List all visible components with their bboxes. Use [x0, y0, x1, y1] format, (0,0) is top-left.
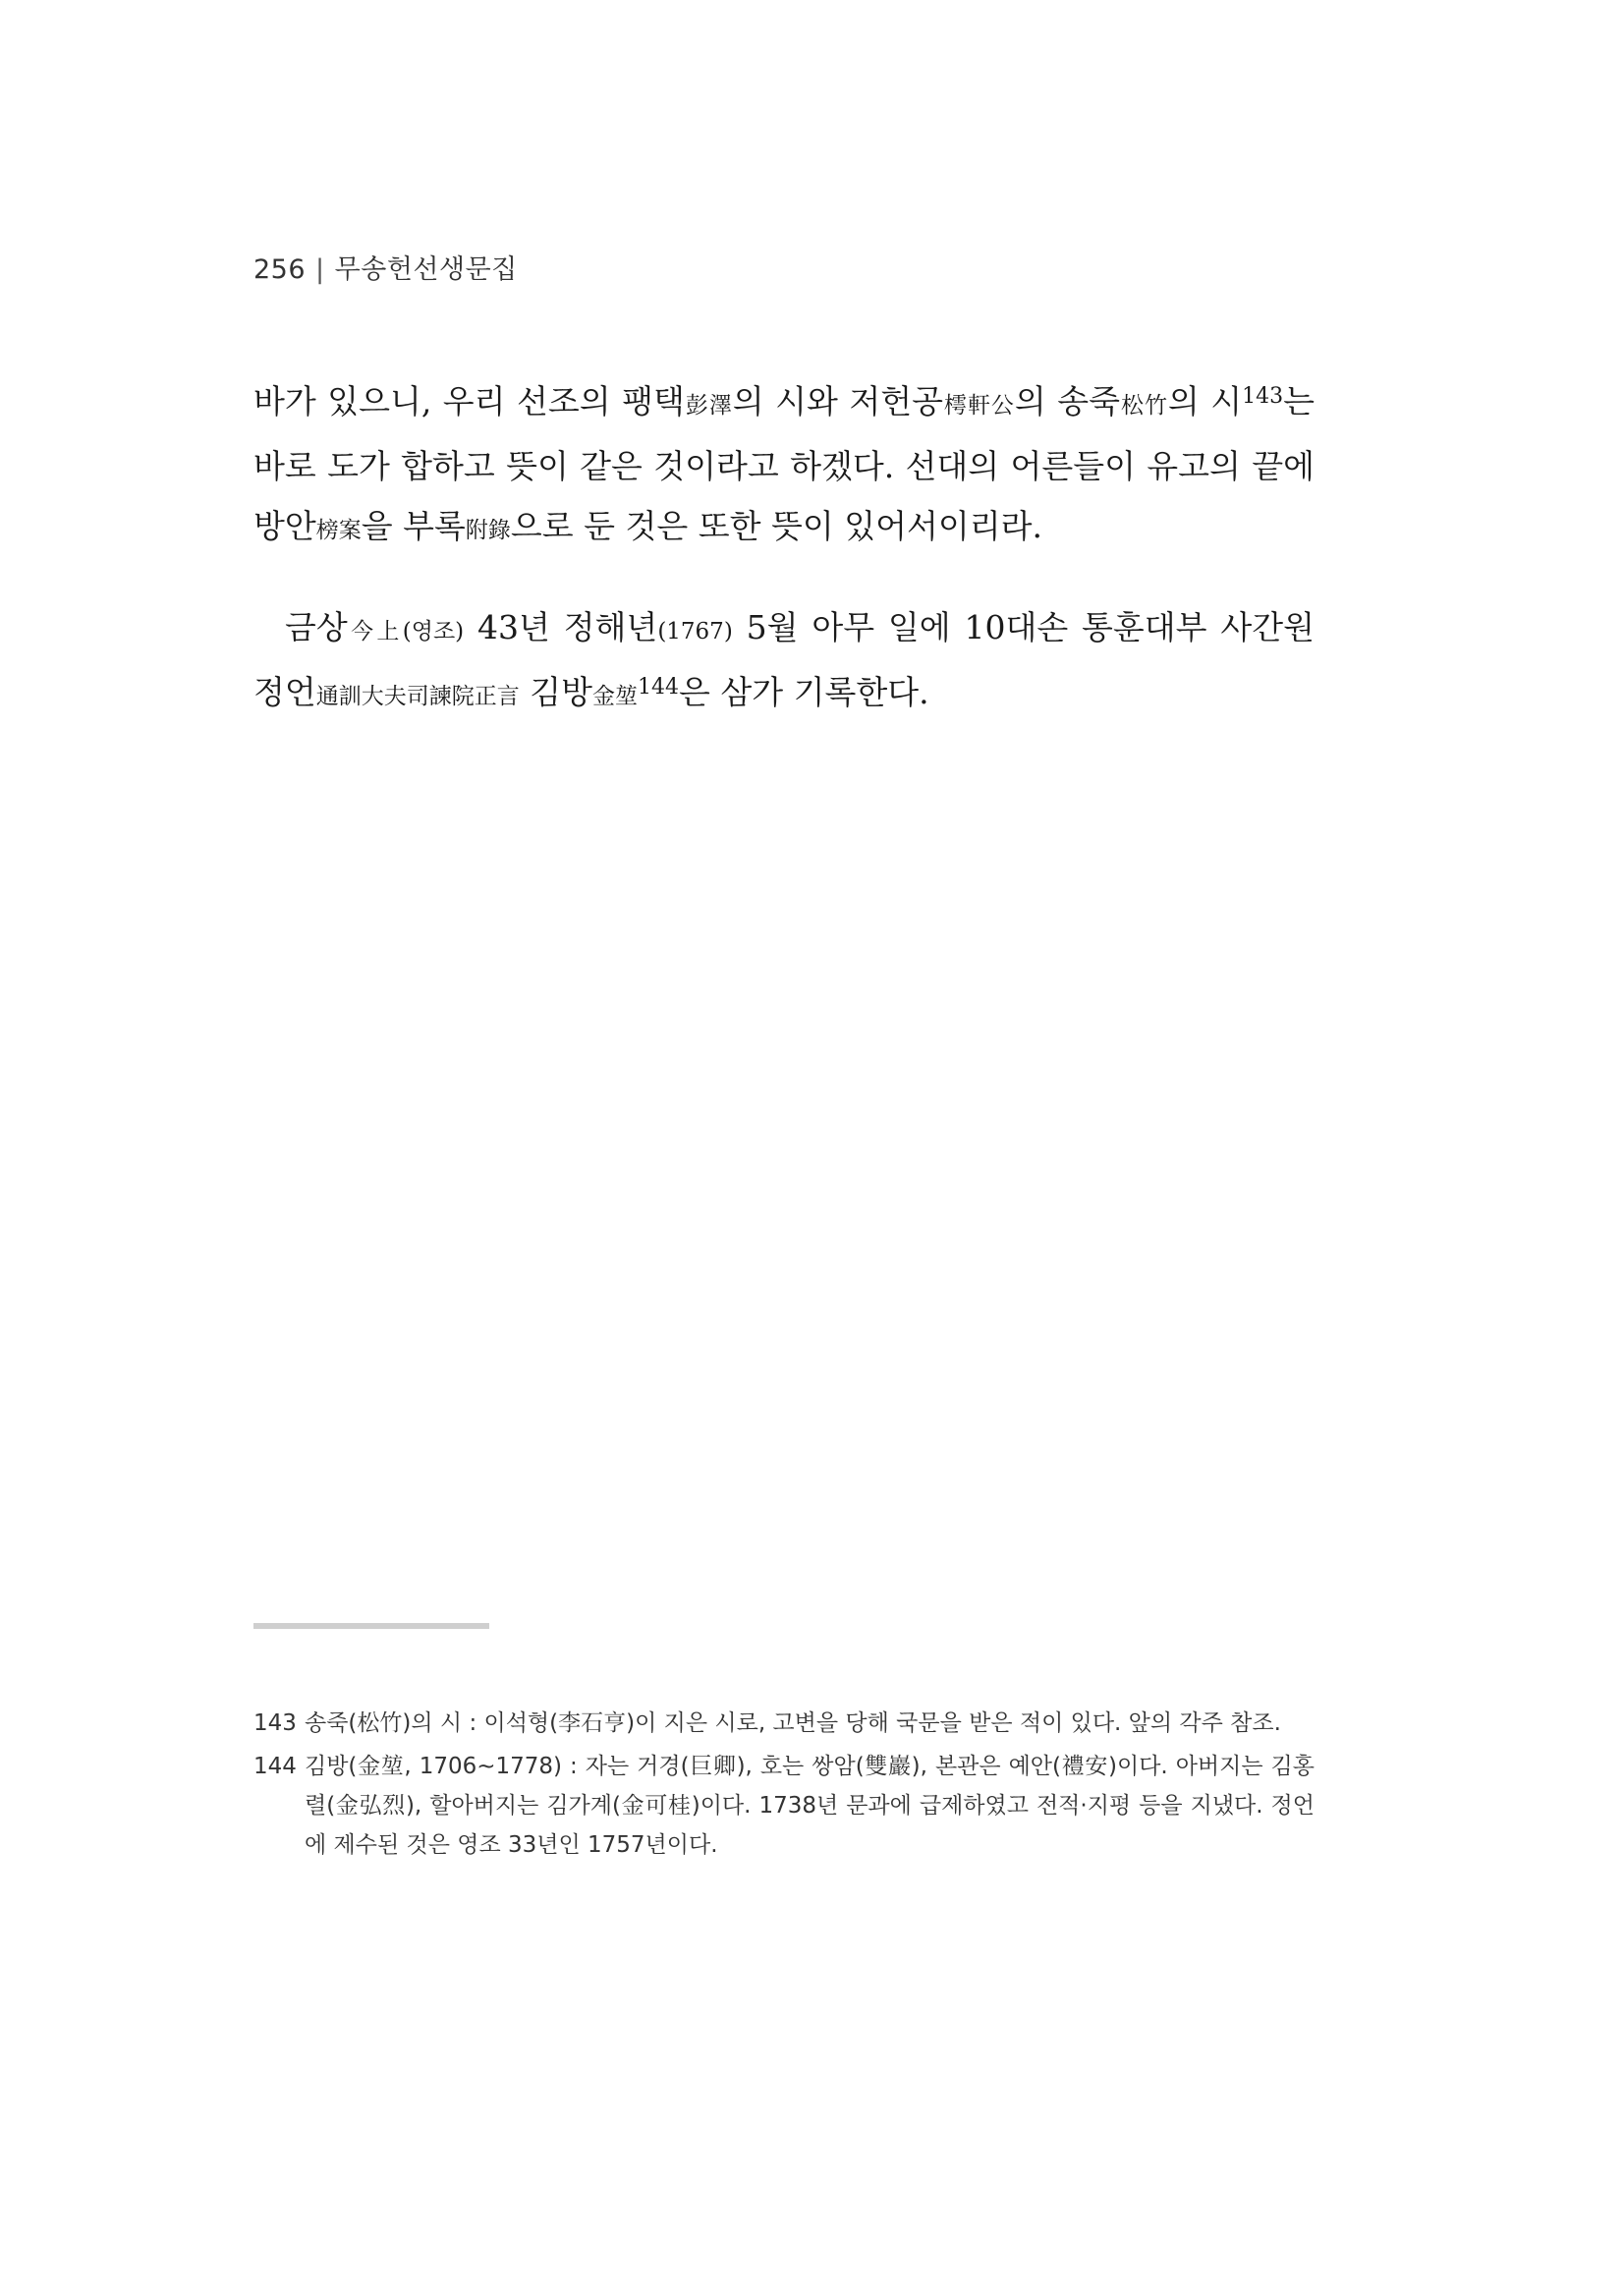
- year-gloss: (1767): [657, 619, 733, 644]
- footnote-number: 143: [253, 1710, 297, 1736]
- hanja-gloss: 榜案: [315, 518, 362, 543]
- paragraph-text: 의 시: [1167, 382, 1243, 420]
- footnote-text: 송죽(松竹)의 시 : 이석형(李石亨)이 지은 시로, 고변을 당해 국문을 받은 적이 있다. 앞의 각주 참조.: [305, 1710, 1281, 1736]
- footnote-reference-143[interactable]: 143: [1242, 384, 1284, 409]
- paragraph-1: [253, 371, 1315, 561]
- paragraph-text: 의 시와 저헌공: [732, 382, 943, 420]
- book-title: 무송헌선생문집: [334, 254, 518, 285]
- footnotes: [253, 1704, 1315, 1869]
- paragraph-text: 금상: [285, 608, 348, 646]
- paragraph-2: [253, 597, 1315, 727]
- running-head: [253, 248, 518, 286]
- footnote-reference-144[interactable]: 144: [638, 675, 680, 700]
- hanja-gloss: 松竹: [1120, 393, 1168, 419]
- hanja-gloss: 彭澤: [684, 393, 733, 419]
- hanja-gloss: 今上(영조): [347, 619, 465, 644]
- footnote-143: [253, 1704, 1315, 1743]
- footnote-divider: [253, 1623, 489, 1629]
- paragraph-text: 의 송죽: [1014, 382, 1120, 420]
- header-separator: |: [315, 254, 325, 285]
- hanja-gloss: 樗軒公: [943, 393, 1015, 419]
- footnote-text: 김방(金堃, 1706~1778) : 자는 거경(巨卿), 호는 쌍암(雙巖), 본관은 예안(禮安)이다. 아버지는 김홍렬(金弘烈), 할아버지는 김가계(金可桂)이다. 1738년 문과에 급제하였고 전적·지평 등을 지냈다. 정언에 제수된 것은 영조 33년인 1757년이다.: [305, 1754, 1315, 1858]
- paragraph-text: 은 삼가 기록한다.: [679, 673, 929, 711]
- hanja-gloss: 金堃: [592, 684, 639, 709]
- hanja-gloss: 附錄: [465, 518, 511, 543]
- paragraph-text: 으로 둔 것은 또한 뜻이 있어서이리라.: [510, 507, 1042, 545]
- page-number: 256: [253, 254, 307, 285]
- paragraph-text: 바가 있으니, 우리 선조의 팽택: [253, 382, 685, 420]
- footnote-144: [253, 1747, 1315, 1865]
- paragraph-text: 43년 정해년: [464, 608, 658, 646]
- footnote-number: 144: [253, 1754, 297, 1779]
- paragraph-text: 을 부록: [361, 507, 466, 545]
- paragraph-text: 는 바로 도가 합하고 뜻이 같은 것이라고 하겠다. 선대의 어른들이 유고의 끝에 방안: [253, 382, 1316, 545]
- hanja-gloss: 通訓大夫司諫院正言: [315, 684, 520, 709]
- paragraph-text: 5월 아무 일에 10대손 통훈대부 사간원 정언: [253, 608, 1316, 711]
- paragraph-text: 김방: [519, 673, 593, 711]
